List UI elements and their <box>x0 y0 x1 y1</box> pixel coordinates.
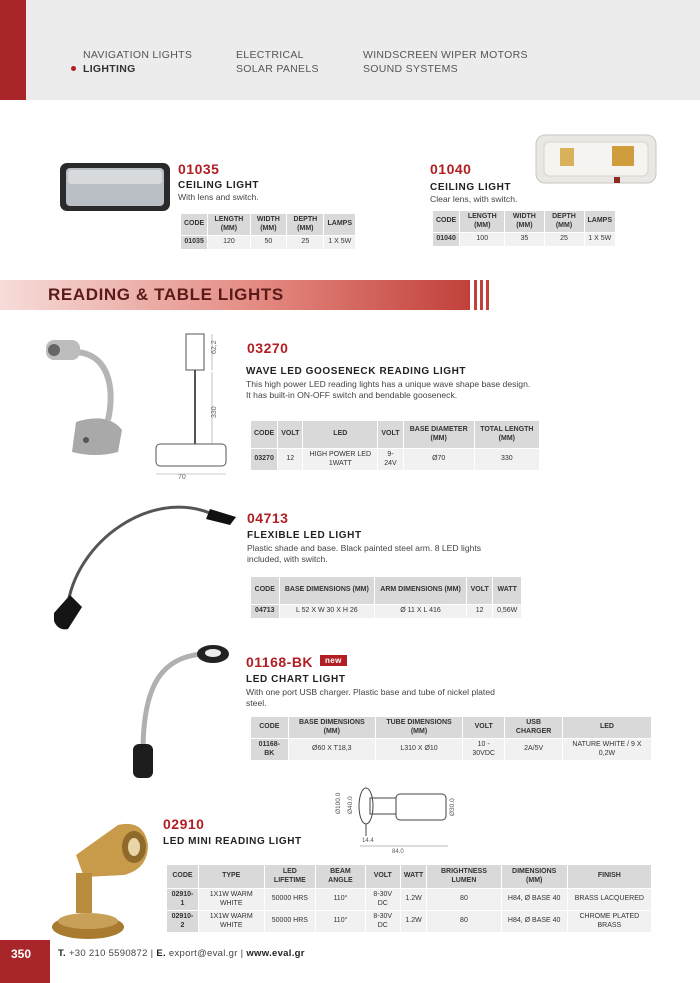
th: LED LIFETIME <box>264 865 316 889</box>
td: L310 X Ø10 <box>376 739 463 761</box>
th: DEPTH (MM) <box>544 211 584 233</box>
dimension-label: Ø100.0 <box>335 792 342 814</box>
th: CODE <box>181 214 208 236</box>
product-name-03270: WAVE LED GOOSENECK READING LIGHT <box>246 366 467 377</box>
td: HIGH POWER LED 1WATT <box>303 449 378 471</box>
td: 1X1W WARM WHITE <box>198 889 264 911</box>
td: 1 X 5W <box>584 233 616 247</box>
th: WATT <box>400 865 426 889</box>
dimension-label: 14.4 <box>362 838 374 844</box>
mini-light-drawing-02910 <box>330 784 465 854</box>
td: 02910-1 <box>167 889 199 911</box>
spec-table-04713 <box>250 576 522 619</box>
th: VOLT <box>365 865 400 889</box>
td: 10 - 30VDC <box>463 739 505 761</box>
nav-active-dot <box>71 66 76 71</box>
td: Ø60 X T18,3 <box>288 739 375 761</box>
mini-reading-light-02910-image <box>48 815 158 945</box>
th: BASE DIMENSIONS (MM) <box>279 577 375 605</box>
td: 110° <box>316 911 365 933</box>
td: 80 <box>427 889 501 911</box>
td: Ø 11 X L 416 <box>375 605 467 619</box>
th: VOLT <box>278 421 303 449</box>
th: TOTAL LENGTH (MM) <box>474 421 539 449</box>
banner-stripe <box>486 280 489 310</box>
page-number: 350 <box>11 947 32 961</box>
ceiling-light-01035-image <box>58 160 172 214</box>
website-link[interactable]: www.eval.gr <box>246 948 305 959</box>
th: VOLT <box>378 421 404 449</box>
th: WIDTH (MM) <box>505 211 544 233</box>
product-code-02910: 02910 <box>163 816 205 832</box>
th: DEPTH (MM) <box>287 214 324 236</box>
banner-stripe <box>474 280 477 310</box>
product-name-01040: CEILING LIGHT <box>430 182 512 193</box>
th: LENGTH (MM) <box>208 214 250 236</box>
td: 1.2W <box>400 889 426 911</box>
td: 50 <box>250 236 287 250</box>
td: NATURE WHITE / 9 X 0,2W <box>562 739 651 761</box>
nav-windscreen-wiper-motors[interactable]: WINDSCREEN WIPER MOTORS <box>363 49 528 61</box>
td: 1 X 5W <box>324 236 356 250</box>
spec-table-02910 <box>166 864 652 933</box>
td: 12 <box>466 605 492 619</box>
td: Ø70 <box>403 449 474 471</box>
td: H84, Ø BASE 40 <box>501 911 567 933</box>
th: LED <box>303 421 378 449</box>
td: L 52 X W 30 X H 26 <box>279 605 375 619</box>
th: TUBE DIMENSIONS (MM) <box>376 717 463 739</box>
td: 25 <box>544 233 584 247</box>
td: 120 <box>208 236 250 250</box>
td: 1X1W WARM WHITE <box>198 911 264 933</box>
spec-table-03270 <box>250 420 540 471</box>
product-code-03270: 03270 <box>247 340 289 356</box>
td: 1.2W <box>400 911 426 933</box>
product-desc-01040: Clear lens, with switch. <box>430 194 518 204</box>
tel-value: +30 210 5590872 <box>68 948 148 959</box>
new-badge: new <box>320 655 347 666</box>
led-chart-light-01168-image <box>125 640 235 780</box>
td: 50000 HRS <box>264 911 316 933</box>
product-desc-04713-line2: included, with switch. <box>247 554 328 564</box>
td: CHROME PLATED BRASS <box>567 911 651 933</box>
product-code-01035: 01035 <box>178 161 220 177</box>
td: 8-30V DC <box>365 911 400 933</box>
product-name-02910: LED MINI READING LIGHT <box>163 836 302 847</box>
product-desc-04713-line1: Plastic shade and base. Black painted steel arm. 8 LED lights <box>247 543 482 553</box>
td: H84, Ø BASE 40 <box>501 889 567 911</box>
th: CODE <box>251 577 280 605</box>
th: LENGTH (MM) <box>460 211 505 233</box>
spec-table-01168-bk <box>250 716 652 761</box>
spec-table-01035 <box>180 213 356 250</box>
td: 8-30V DC <box>365 889 400 911</box>
th: VOLT <box>466 577 492 605</box>
dimension-label: 84.0 <box>392 849 404 854</box>
td: 01168-BK <box>251 739 289 761</box>
th: BEAM ANGLE <box>316 865 365 889</box>
th: LAMPS <box>584 211 616 233</box>
th: TYPE <box>198 865 264 889</box>
dimension-label: 62,2 <box>211 340 218 354</box>
th: CODE <box>167 865 199 889</box>
td: 2A/5V <box>505 739 563 761</box>
gooseneck-light-03270-image <box>40 330 140 460</box>
td: 50000 HRS <box>264 889 316 911</box>
td: 01040 <box>433 233 460 247</box>
td: 04713 <box>251 605 280 619</box>
dimension-label: 70 <box>178 474 186 480</box>
th: LAMPS <box>324 214 356 236</box>
td: 03270 <box>251 449 278 471</box>
dimension-label: 330 <box>211 406 218 418</box>
header-accent <box>0 0 26 100</box>
separator: | <box>240 948 244 959</box>
th: BRIGHTNESS LUMEN <box>427 865 501 889</box>
section-title: READING & TABLE LIGHTS <box>48 285 284 304</box>
td: 0,56W <box>493 605 522 619</box>
tel-label: T. <box>58 948 66 959</box>
product-desc-01168-line2: steel. <box>246 698 267 708</box>
td: 9-24V <box>378 449 404 471</box>
dimension-label: Ø40.0 <box>347 796 354 814</box>
td: 25 <box>287 236 324 250</box>
th: FINISH <box>567 865 651 889</box>
nav-electrical[interactable]: ELECTRICAL <box>236 49 304 61</box>
td: 110° <box>316 889 365 911</box>
th: ARM DIMENSIONS (MM) <box>375 577 467 605</box>
product-code-01168-bk: 01168-BK <box>246 654 314 670</box>
td: 02910-2 <box>167 911 199 933</box>
td: 80 <box>427 911 501 933</box>
product-desc-03270-line1: This high power LED reading lights has a unique wave shape base design. <box>246 379 531 389</box>
spec-table-01040 <box>432 210 616 247</box>
th: CODE <box>433 211 460 233</box>
product-desc-01035: With lens and switch. <box>178 192 259 202</box>
th: BASE DIMENSIONS (MM) <box>288 717 375 739</box>
th: LED <box>562 717 651 739</box>
td: 35 <box>505 233 544 247</box>
nav-sound-systems[interactable]: SOUND SYSTEMS <box>363 63 458 75</box>
td: 01035 <box>181 236 208 250</box>
nav-navigation-lights[interactable]: NAVIGATION LIGHTS <box>83 49 193 61</box>
th: USB CHARGER <box>505 717 563 739</box>
td: BRASS LACQUERED <box>567 889 651 911</box>
th: WIDTH (MM) <box>250 214 287 236</box>
th: DIMENSIONS (MM) <box>501 865 567 889</box>
product-code-01040: 01040 <box>430 161 472 177</box>
gooseneck-drawing-03270 <box>150 332 230 480</box>
th: CODE <box>251 421 278 449</box>
banner-stripe <box>480 280 483 310</box>
product-name-01035: CEILING LIGHT <box>178 180 260 191</box>
separator: | <box>150 948 154 959</box>
product-desc-01168-line1: With one port USB charger. Plastic base and tube of nickel plated <box>246 687 495 697</box>
th: VOLT <box>463 717 505 739</box>
th: BASE DIAMETER (MM) <box>403 421 474 449</box>
product-name-04713: FLEXIBLE LED LIGHT <box>247 530 362 541</box>
nav-lighting[interactable]: LIGHTING <box>83 63 136 75</box>
email-label: E. <box>156 948 166 959</box>
ceiling-light-01040-image <box>534 132 658 188</box>
th: WATT <box>493 577 522 605</box>
td: 330 <box>474 449 539 471</box>
product-desc-03270-line2: It has built-in ON-OFF switch and bendable gooseneck. <box>246 390 458 400</box>
th: CODE <box>251 717 289 739</box>
flexible-led-04713-image <box>50 495 240 635</box>
email-link[interactable]: export@eval.gr <box>168 948 238 959</box>
td: 12 <box>278 449 303 471</box>
product-name-01168-bk: LED CHART LIGHT <box>246 674 346 685</box>
nav-solar-panels[interactable]: SOLAR PANELS <box>236 63 319 75</box>
dimension-label: Ø30.0 <box>449 798 456 816</box>
td: 100 <box>460 233 505 247</box>
footer-contact <box>58 948 305 959</box>
product-code-04713: 04713 <box>247 510 289 526</box>
